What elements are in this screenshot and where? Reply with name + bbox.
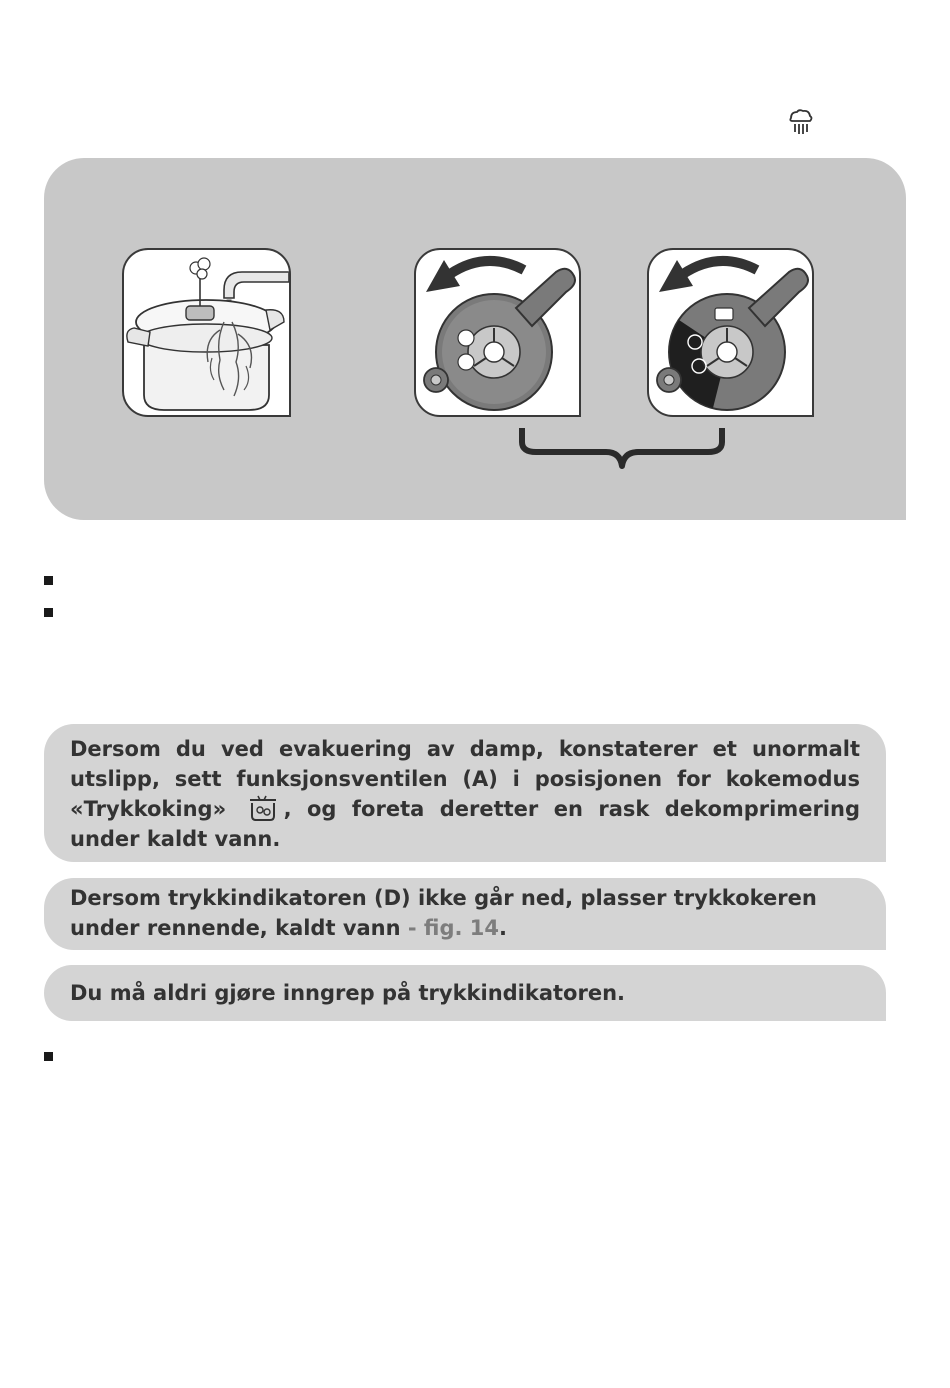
figure-valve-knob-2 bbox=[647, 248, 814, 417]
warning-note-never-tamper bbox=[44, 965, 886, 1021]
note3-text: Du må aldri gjøre inngrep på trykkindikatoren. bbox=[70, 981, 626, 1005]
bullet-marker bbox=[44, 576, 53, 585]
note1-text-part1: Dersom du ved evakuering av damp, konstaterer et unormalt utslipp, sett funksjonsventilen (A) i posisjonen for kokemodus «Trykkoking» bbox=[70, 737, 860, 821]
note2-text: Dersom trykkindikatoren (D) ikke går ned, plasser trykkokeren under rennende, kaldt vann bbox=[70, 886, 817, 940]
warning-note-abnormal-release bbox=[44, 724, 886, 862]
valve-knob-rotate-icon bbox=[649, 250, 812, 415]
steam-icon bbox=[787, 108, 815, 136]
note1-text-part2: , og foreta deretter en rask dekomprimering under kaldt vann. bbox=[70, 797, 861, 851]
figure-valve-knob-1 bbox=[414, 248, 581, 417]
figure-reference: - fig. 14 bbox=[400, 916, 500, 940]
bullet-marker bbox=[44, 608, 53, 617]
note2-period: . bbox=[499, 916, 508, 940]
warning-note-pressure-indicator bbox=[44, 878, 886, 950]
figure-cooker-under-water bbox=[122, 248, 291, 417]
valve-knob-rotate-icon bbox=[416, 250, 579, 415]
pressure-cooking-icon bbox=[246, 794, 280, 822]
pressure-cooker-under-water-icon bbox=[124, 250, 289, 415]
curly-brace-icon bbox=[516, 426, 728, 470]
bullet-marker bbox=[44, 1052, 53, 1061]
